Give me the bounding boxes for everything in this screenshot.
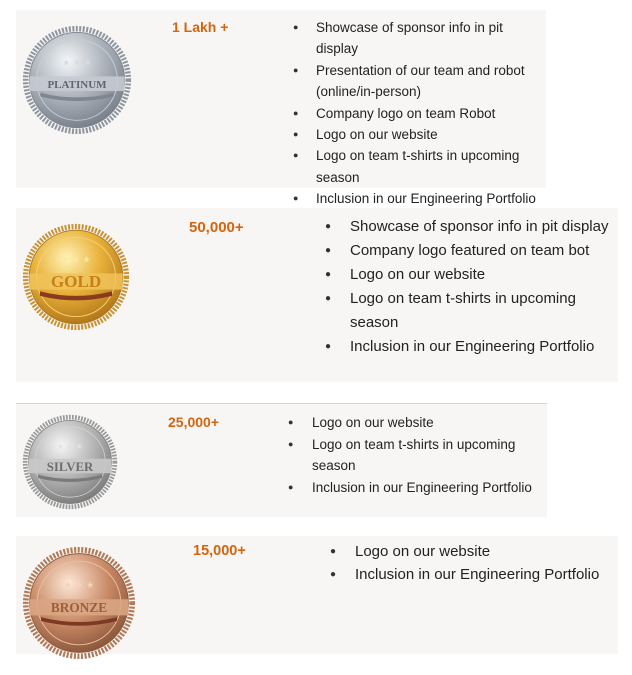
- svg-text:★ ★ ★: ★ ★ ★: [61, 254, 91, 265]
- bronze-medal-icon: [22, 546, 136, 660]
- list-item: ● Presentation of our team and robot (online/in-person): [280, 60, 546, 103]
- benefits-list: [315, 215, 618, 359]
- list-item: ● Logo on our website: [328, 540, 618, 563]
- list-item: ● Showcase of sponsor info in pit display: [315, 215, 618, 239]
- medal-label: GOLD: [50, 271, 102, 291]
- svg-text:★ ★ ★: ★ ★ ★: [62, 57, 92, 68]
- list-item: ● Inclusion in our Engineering Portfolio: [328, 563, 618, 586]
- benefits-list: [280, 17, 546, 210]
- medal-label: PLATINUM: [47, 78, 107, 91]
- list-item: ● Showcase of sponsor info in pit display: [280, 17, 546, 60]
- tier-price: 25,000+: [168, 414, 219, 430]
- list-item: ● Company logo on team Robot: [280, 103, 546, 124]
- sponsor-tier-bronze: [16, 536, 618, 654]
- platinum-medal-icon: [22, 25, 132, 135]
- tier-price: 1 Lakh +: [172, 19, 229, 35]
- silver-medal-icon: [22, 414, 118, 510]
- list-item: ● Logo on our website: [276, 412, 546, 434]
- svg-text:★ ★ ★: ★ ★ ★: [63, 579, 95, 591]
- gold-medal-icon: [22, 222, 130, 332]
- list-item: ● Inclusion in our Engineering Portfolio: [315, 335, 618, 359]
- sponsor-tier-gold: [16, 208, 618, 382]
- list-item: ● Logo on team t-shirts in upcoming season: [280, 145, 546, 188]
- list-item: ● Logo on team t-shirts in upcoming season: [315, 287, 618, 335]
- sponsor-tier-silver: [16, 403, 547, 517]
- medal-label: SILVER: [46, 459, 94, 474]
- benefits-list: [328, 540, 618, 586]
- list-item: ● Inclusion in our Engineering Portfolio: [280, 188, 546, 209]
- list-item: ● Inclusion in our Engineering Portfolio: [276, 477, 546, 499]
- tier-price: 15,000+: [193, 543, 246, 559]
- sponsor-tier-platinum: [16, 10, 546, 207]
- list-item: ● Logo on our website: [315, 263, 618, 287]
- medal-label: BRONZE: [50, 600, 108, 616]
- list-item: ● Logo on our website: [280, 124, 546, 145]
- svg-text:★ ★ ★: ★ ★ ★: [57, 442, 83, 452]
- list-item: ● Company logo featured on team bot: [315, 239, 618, 263]
- benefits-list: [276, 412, 546, 498]
- list-item: ● Logo on team t-shirts in upcoming season: [276, 434, 546, 477]
- tier-price: 50,000+: [189, 219, 244, 236]
